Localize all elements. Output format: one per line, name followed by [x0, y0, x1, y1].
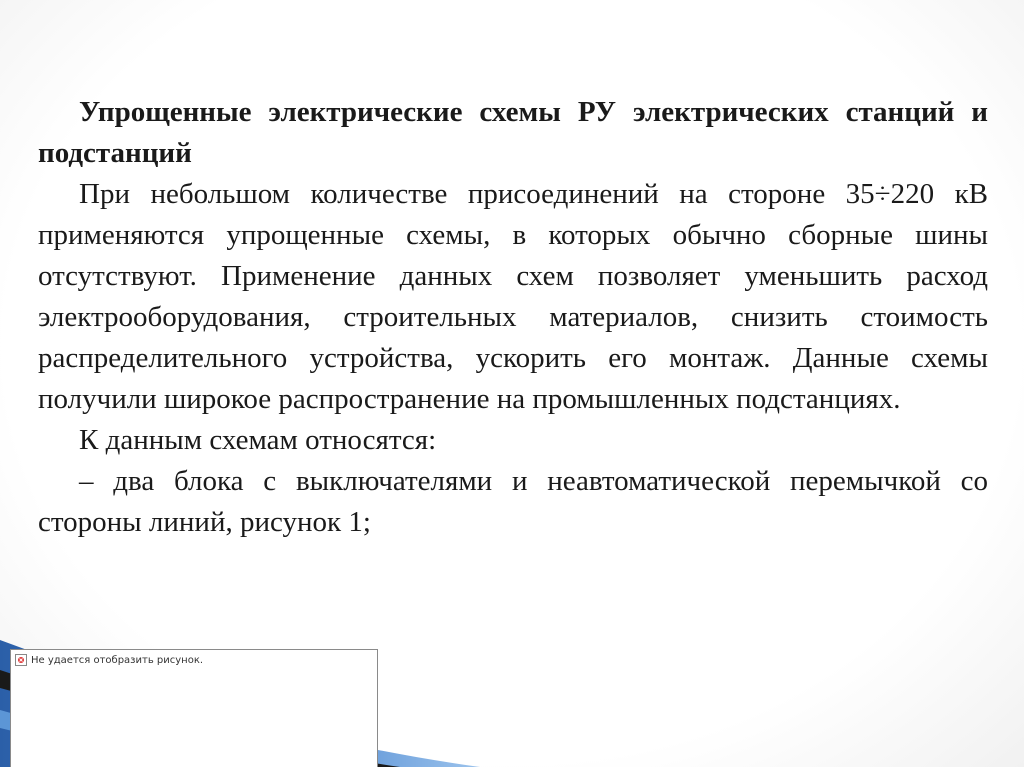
paragraph-intro: При небольшом количестве присоединений на стороне 35÷220 кВ применяются упрощенные схемы, в которых обычно сборные шины отсутствуют. Применение данных схем позволяет уменьшить расход электрооборудования, строительных материалов, снизить стоимость распределительного устройства, ускорить его монтаж. Данные схемы получили широкое распространение на промышленных подстанциях. — [38, 178, 988, 415]
broken-image-placeholder — [10, 649, 378, 767]
broken-image-label: Не удается отобразить рисунок. — [31, 655, 204, 666]
paragraph-list-intro: К данным схемам относятся: — [79, 424, 437, 456]
broken-image-icon — [15, 654, 27, 666]
paragraph-list-item: – два блока с выключателями и неавтоматической перемычкой со стороны линий, рисунок 1; — [38, 465, 988, 538]
slide-text — [38, 92, 988, 543]
slide-heading: Упрощенные электрические схемы РУ электрических станций и подстанций — [38, 96, 988, 169]
